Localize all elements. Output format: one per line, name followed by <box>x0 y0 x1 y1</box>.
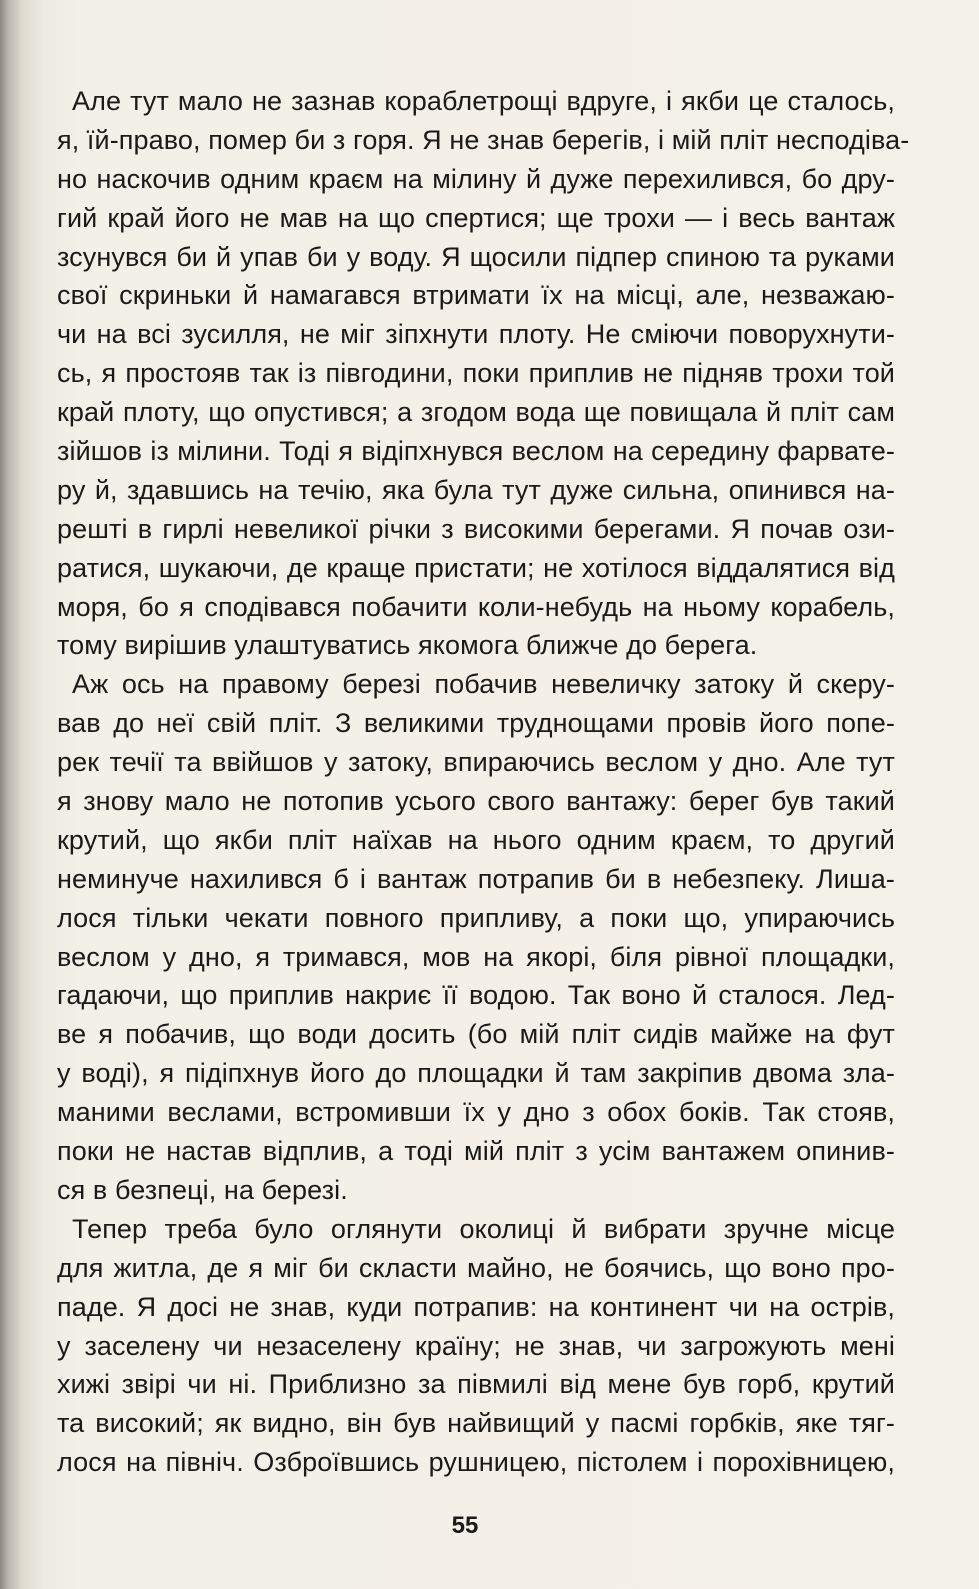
text-line: ратися, шукаючи, де краще пристати; не хотілося віддалятися від <box>57 552 895 583</box>
text-line: Аж ось на правому березі побачив невеличку затоку й скеру- <box>72 669 895 700</box>
text-line: лося на північ. Озброївшись рушницею, пістолем і порохівницею, <box>57 1447 895 1478</box>
text-line: паде. Я досі не знав, куди потрапив: на континент чи на острів, <box>57 1291 895 1322</box>
text-line: решті в гирлі невеликої річки з високими берегами. Я почав ози- <box>57 513 895 544</box>
text-line: рек течії та ввійшов у затоку, впираючись веслом у дно. Але тут <box>57 747 895 778</box>
text-line: маними веслами, встромивши їх у дно з обох боків. Так стояв, <box>57 1097 895 1128</box>
text-line: хижі звірі чи ні. Приблизно за півмилі від мене був горб, крутий <box>57 1369 895 1400</box>
paragraph-3 <box>57 1210 895 1482</box>
text-line: поки не настав відплив, а тоді мій пліт з усім вантажем опинив- <box>57 1136 895 1167</box>
text-line: у заселену чи незаселену країну; не знав, чи загрожують мені <box>57 1330 895 1361</box>
text-line: зсунувся би й упав би у воду. Я щосили підпер спиною та руками <box>57 241 895 272</box>
paragraph-1 <box>57 82 910 665</box>
text-line: ру й, здавшись на течію, яка була тут дуже сильна, опинився на- <box>57 474 895 505</box>
text-line: я знову мало не потопив усього свого вантажу: берег був такий <box>57 786 895 817</box>
text-line: та високий; як видно, він був найвищий у пасмі горбків, яке тяг- <box>57 1408 895 1439</box>
text-line: гадаючи, що приплив накриє її водою. Так воно й сталося. Лед- <box>57 980 895 1011</box>
text-line: ся в безпеці, на березі. <box>57 1174 348 1205</box>
text-line: у воді), я підіпхнув його до площадки й там закріпив двома зла- <box>57 1058 895 1089</box>
text-line: зійшов із мілини. Тоді я відіпхнувся веслом на середину фарвате- <box>57 436 895 467</box>
text-line: лося тільки чекати повного припливу, а поки що, упираючись <box>57 902 895 933</box>
text-line: ве я побачив, що води досить (бо мій пліт сидів майже на фут <box>57 1019 895 1050</box>
text-line: сь, я простояв так із півгодини, поки приплив не підняв трохи той <box>57 358 895 389</box>
text-line: чи на всі зусилля, не міг зіпхнути плоту. Не сміючи поворухнути- <box>57 319 895 350</box>
text-line: неминуче нахилився б і вантаж потрапив би в небезпеку. Лиша- <box>57 863 895 894</box>
text-line: край плоту, що опустився; а згодом вода ще повищала й пліт сам <box>57 397 895 428</box>
text-line: гий край його не мав на що спертися; ще трохи — і весь вантаж <box>57 202 895 233</box>
text-line: свої скриньки й намагався втримати їх на місці, але, незважаю- <box>57 280 895 311</box>
text-line: крутий, що якби пліт наїхав на нього одним краєм, то другий <box>57 824 895 855</box>
text-line: тому вирішив улаштуватись якомога ближче до берега. <box>57 630 758 661</box>
text-line: Але тут мало не зазнав кораблетрощі вдруге, і якби це сталось, <box>72 86 895 116</box>
text-line: для житла, де я міг би скласти майно, не боячись, що воно про- <box>57 1252 895 1283</box>
text-line: веслом у дно, я тримався, мов на якорі, біля рівної площадки, <box>57 941 895 972</box>
text-line: я, їй-право, помер би з горя. Я не знав берегів, і мій пліт несподіва- <box>57 124 910 155</box>
paragraph-2 <box>57 665 895 1209</box>
text-line: но наскочив одним краєм на мілину й дуже перехилився, бо дру- <box>57 163 895 194</box>
text-line: вав до неї свій пліт. З великими труднощами провів його попе- <box>57 708 895 739</box>
text-line: моря, бо я сподівався побачити коли-небудь на ньому корабель, <box>57 591 895 622</box>
text-block <box>57 82 910 1482</box>
text-line: Тепер треба було оглянути околиці й вибрати зручне місце <box>72 1213 895 1244</box>
page-number: 55 <box>451 1512 479 1539</box>
